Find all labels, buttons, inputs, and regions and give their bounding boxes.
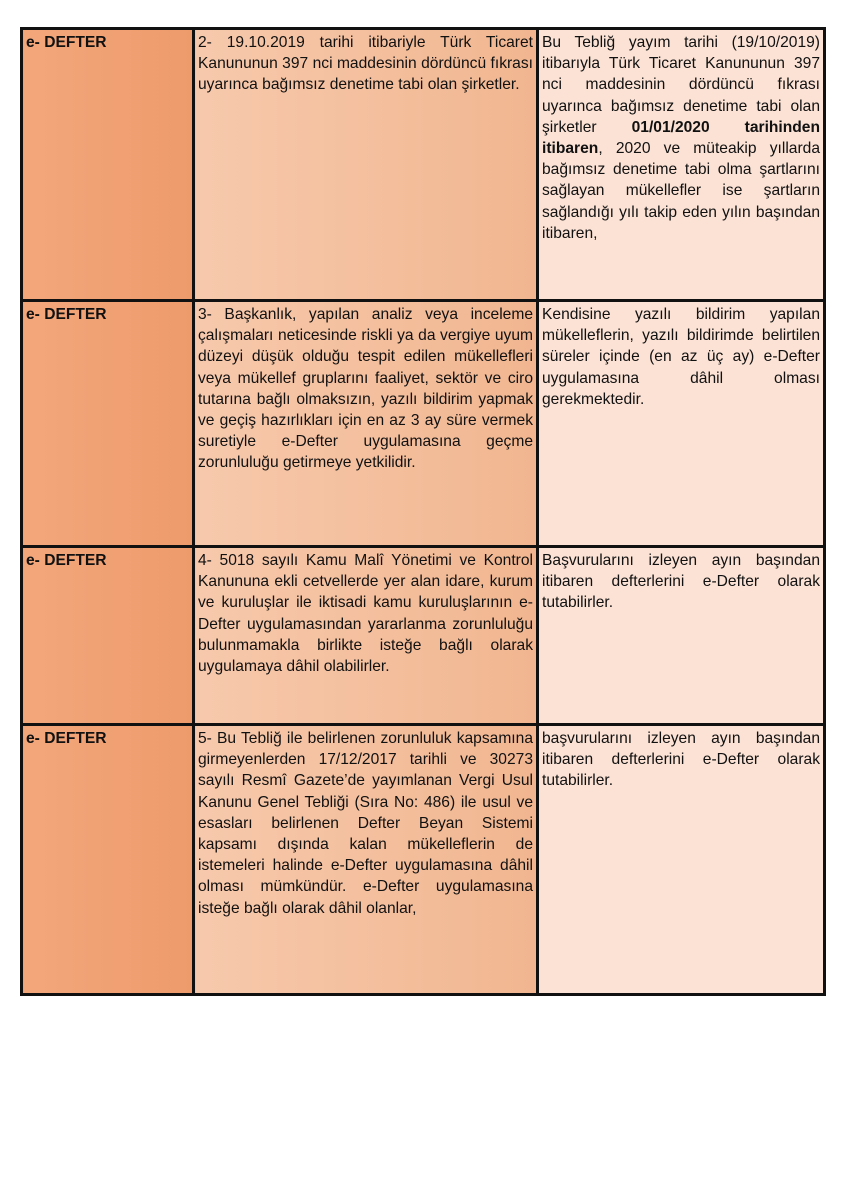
row-label: e- DEFTER: [22, 547, 194, 725]
table-row: [22, 29, 825, 301]
table-row: [22, 301, 825, 547]
scope-text: 5- Bu Tebliğ ile belirlenen zorunluluk kapsamına girmeyenlerden 17/12/2017 tarihli ve 30273 sayılı Resmî Gazete’de yayımlanan Vergi Usul Kanunu Genel Tebliği (Sıra No: 486) ile usul ve esasları belirlenen Defter Beyan Sistemi kapsamı dışında kalan mükelleflerin de istemeleri halinde e-Defter uygulamasına dâhil olması mümkündür. e-Defter uygulamasına isteğe bağlı olarak dâhil olanlar,: [198, 730, 533, 917]
scope-cell: [194, 547, 538, 725]
scope-cell: [194, 301, 538, 547]
row-label: e- DEFTER: [22, 29, 194, 301]
scope-text: 3- Başkanlık, yapılan analiz veya inceleme çalışmaları neticesinde riskli ya da vergiye uyum düzeyi düşük olduğu tespit edilen mükellefleri veya mükellef gruplarını faaliyet, sektör ve ciro tutarına bağlı olmaksızın, yazılı bildirim yapmak ve geçiş hazırlıkları için en az 3 ay süre vermek suretiyle e-Defter uygulamasına geçme zorunluluğu getirmeye yetkilidir.: [198, 306, 533, 472]
timing-cell: [538, 547, 825, 725]
scope-cell: [194, 29, 538, 301]
timing-cell: [538, 29, 825, 301]
timing-text: Başvurularını izleyen ayın başından itibaren defterlerini e-Defter olarak tutabilirler.: [542, 552, 820, 612]
regulation-table: [20, 27, 826, 996]
scope-text: 4- 5018 sayılı Kamu Malî Yönetimi ve Kontrol Kanununa ekli cetvellerde yer alan idare, kurum ve kuruluşlar ile iktisadi kamu kuruluşlarının e-Defter uygulamasından yararlanma zorunluluğu bulunmamakla birlikte isteğe bağlı olarak uygulamaya dâhil olabilirler.: [198, 552, 533, 676]
table-row: [22, 547, 825, 725]
scope-text: 2- 19.10.2019 tarihi itibariyle Türk Ticaret Kanununun 397 nci maddesinin dördüncü fıkrası uyarınca bağımsız denetime tabi olan şirketler.: [198, 34, 533, 94]
table-row: [22, 725, 825, 995]
timing-cell: [538, 725, 825, 995]
scope-cell: [194, 725, 538, 995]
timing-text-post: , 2020 ve müteakip yıllarda bağımsız denetime tabi olma şartlarını sağlayan mükellefler ise şartların sağlandığı yılı takip eden yılın başından itibaren,: [542, 140, 820, 242]
timing-text: Kendisine yazılı bildirim yapılan mükelleflerin, yazılı bildirimde belirtilen süreler içinde (en az üç ay) e-Defter uygulamasına dâhil olması gerekmektedir.: [542, 306, 820, 408]
timing-emphasis: 01/01/2020 tarihinden itibaren: [542, 118, 821, 158]
timing-text: başvurularını izleyen ayın başından itibaren defterlerini e-Defter olarak tutabilirler.: [542, 730, 820, 790]
row-label: e- DEFTER: [22, 725, 194, 995]
timing-cell: [538, 301, 825, 547]
timing-text: [542, 32, 820, 244]
timing-text-pre: Bu Tebliğ yayım tarihi (19/10/2019) itibarıyla Türk Ticaret Kanununun 397 nci maddesinin dördüncü fıkrası uyarınca bağımsız denetime tabi olan şirketler: [542, 34, 820, 136]
row-label: e- DEFTER: [22, 301, 194, 547]
